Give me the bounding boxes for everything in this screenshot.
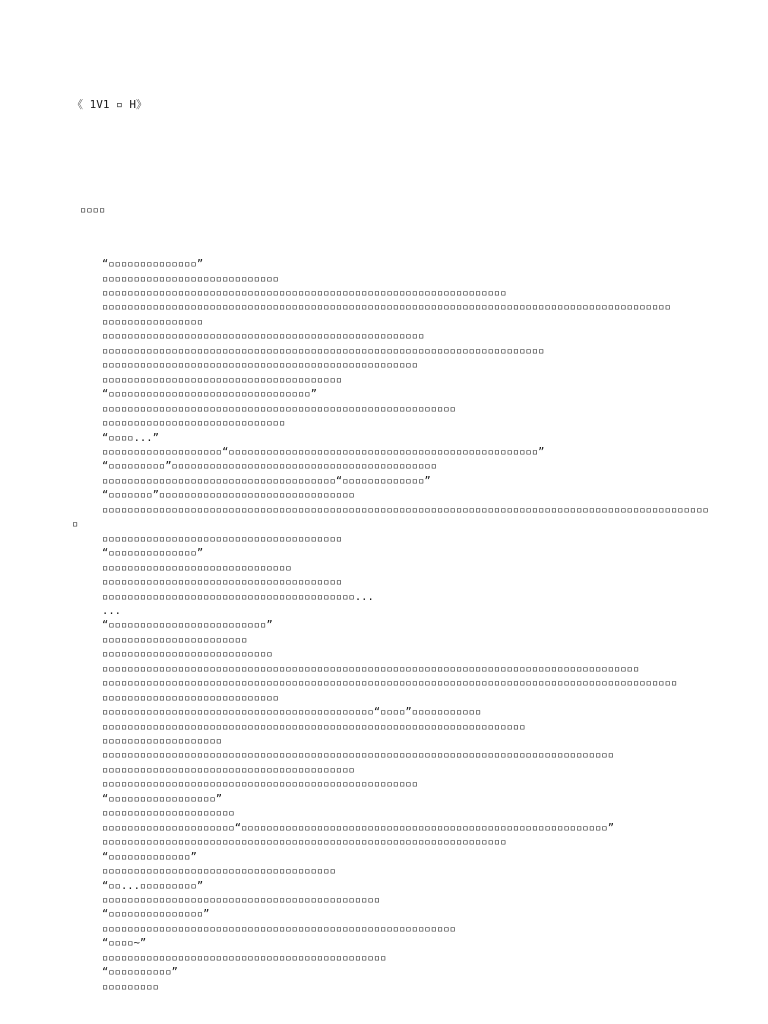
paragraph: ▫▫▫▫▫▫▫▫▫▫▫▫▫▫▫▫▫▫▫▫▫▫▫▫▫▫▫▫▫▫▫▫▫▫▫▫▫▫▫▫ — [102, 763, 355, 776]
paragraph: “▫▫▫▫▫▫▫▫▫▫▫▫▫▫” — [102, 258, 204, 271]
blank-spacer — [72, 144, 712, 174]
paragraph: ▫▫▫▫▫▫▫▫▫▫▫▫▫▫▫▫▫▫▫▫▫▫▫▫▫▫▫▫ — [102, 272, 280, 285]
paragraph: ▫▫▫▫▫▫▫▫▫▫▫▫▫▫▫▫▫▫▫▫▫“▫▫▫▫▫▫▫▫▫▫▫▫▫▫▫▫▫▫▫▫▫▫▫▫▫▫▫▫▫▫▫▫▫▫▫▫▫▫▫▫▫▫▫▫▫▫▫▫▫▫▫▫▫▫▫▫▫▫” — [102, 821, 615, 834]
paragraph: ▫▫▫▫▫▫▫▫▫▫▫▫▫▫▫▫▫▫▫▫▫▫▫▫▫▫▫▫▫▫▫▫▫▫▫▫▫▫▫▫▫▫▫▫▫▫▫▫▫▫▫▫▫▫▫▫▫▫▫▫▫▫▫▫▫▫▫▫▫▫▫▫▫▫▫▫▫▫▫▫▫▫▫▫▫ — [102, 662, 640, 675]
paragraph: ▫▫▫▫▫▫▫▫▫▫▫▫▫▫▫▫▫▫▫▫▫▫▫▫▫▫▫▫▫▫▫▫▫▫▫▫▫“▫▫▫▫▫▫▫▫▫▫▫▫▫” — [102, 474, 431, 487]
paragraph: ▫▫▫▫▫▫▫▫▫▫▫▫▫▫▫▫▫▫▫▫▫ — [102, 807, 235, 820]
paragraph: ▫▫▫▫▫▫▫▫▫▫▫▫▫▫▫▫▫▫▫▫▫▫▫▫▫▫▫▫▫▫▫▫▫▫▫▫▫▫▫▫▫▫▫▫▫▫▫▫▫▫▫▫▫▫▫▫▫▫▫▫▫▫▫▫▫▫▫▫▫▫▫▫▫▫▫▫▫▫▫▫▫▫▫▫▫▫▫▫▫▫▫▫▫▫▫▫▫ — [72, 503, 709, 531]
paragraph: ▫▫▫▫▫▫▫▫▫▫▫▫▫▫▫▫▫▫▫ — [102, 735, 223, 748]
paragraph: ... — [102, 604, 121, 617]
chapter-heading: ▫▫▫▫ — [80, 203, 106, 216]
paragraph: “▫▫▫▫▫▫▫▫▫▫▫▫▫” — [102, 850, 197, 863]
paragraph: “▫▫▫▫▫▫▫▫▫▫▫▫▫▫▫” — [102, 908, 210, 921]
paragraph: ▫▫▫▫▫▫▫▫▫▫▫▫▫▫▫▫▫▫▫▫▫▫▫▫▫▫▫▫▫▫▫▫▫▫▫▫▫▫▫▫▫▫▫▫ — [102, 894, 381, 907]
paragraph: ▫▫▫▫▫▫▫▫▫▫▫▫▫▫▫▫▫▫▫▫▫▫▫▫▫▫▫▫ — [102, 691, 280, 704]
paragraph: ▫▫▫▫▫▫▫▫▫▫▫▫▫▫▫▫▫▫▫▫▫▫▫▫▫▫▫▫▫ — [102, 417, 286, 430]
paragraph: “▫▫▫▫...” — [102, 431, 159, 444]
paragraph: ▫▫▫▫▫▫▫▫▫▫▫▫▫▫▫▫▫▫▫▫▫▫▫▫▫▫▫▫▫▫▫▫▫▫▫▫▫▫▫▫▫▫▫▫▫▫▫▫▫▫▫ — [102, 330, 425, 343]
paragraph: ▫▫▫▫▫▫▫▫▫▫▫▫▫▫▫▫▫▫▫▫▫▫▫▫▫▫▫▫▫▫▫▫▫▫▫▫▫▫▫▫▫▫▫▫▫▫▫▫▫▫▫▫▫▫▫▫▫▫▫▫▫▫▫▫▫▫▫▫▫▫▫▫▫▫▫▫▫▫▫▫▫▫▫▫▫▫▫▫▫▫ — [102, 301, 671, 314]
paragraph: ▫▫▫▫▫▫▫▫▫▫▫▫▫▫▫▫▫▫▫▫▫▫▫▫▫▫▫▫▫▫▫▫▫▫▫▫▫▫▫▫▫▫▫▫▫▫▫▫▫▫▫▫▫▫▫▫▫▫▫▫▫▫▫▫ — [102, 286, 507, 299]
paragraph: ▫▫▫▫▫▫▫▫▫▫▫▫▫▫▫▫▫▫▫▫▫▫▫▫▫▫▫▫▫▫▫▫▫▫▫▫▫▫ — [102, 532, 343, 545]
paragraph: “▫▫▫▫▫▫▫▫▫”▫▫▫▫▫▫▫▫▫▫▫▫▫▫▫▫▫▫▫▫▫▫▫▫▫▫▫▫▫▫▫▫▫▫▫▫▫▫▫▫▫▫ — [102, 460, 438, 473]
paragraph: ▫▫▫▫▫▫▫▫▫▫▫▫▫▫▫▫▫▫▫▫▫▫▫▫▫▫▫▫▫▫▫▫▫▫▫▫▫▫▫▫▫▫▫▫▫▫▫▫▫▫▫▫▫▫▫▫ — [102, 402, 457, 415]
paragraph: ▫▫▫▫▫▫▫▫▫▫▫▫▫▫▫▫▫▫▫▫▫▫▫▫▫▫▫▫▫▫▫▫▫▫▫▫▫▫▫▫▫▫▫▫▫▫▫▫▫▫ — [102, 778, 419, 791]
paragraph: ▫▫▫▫▫▫▫▫▫▫▫▫▫▫▫▫▫▫▫▫▫▫▫▫▫▫▫▫▫▫▫▫▫▫▫▫▫▫▫▫▫▫▫▫▫▫▫▫▫▫▫▫▫▫▫▫▫▫▫▫▫▫▫▫▫▫▫▫▫▫▫▫▫▫▫▫▫▫▫▫▫ — [102, 749, 615, 762]
paragraph: ▫▫▫▫▫▫▫▫▫▫▫▫▫▫▫▫▫▫▫▫▫▫▫▫▫▫▫▫▫▫▫▫▫▫▫▫▫▫ — [102, 373, 343, 386]
paragraph: ▫▫▫▫▫▫▫▫▫▫▫▫▫▫▫▫▫▫▫▫▫▫▫▫▫▫▫▫▫▫ — [102, 561, 292, 574]
paragraph: ▫▫▫▫▫▫▫▫▫▫▫▫▫▫▫▫▫▫▫▫▫▫▫▫▫▫▫▫▫▫▫▫▫▫▫▫▫▫ — [102, 576, 343, 589]
paragraph: ▫▫▫▫▫▫▫▫▫▫▫▫▫▫▫▫▫▫▫▫▫▫▫▫▫▫▫▫▫▫▫▫▫▫▫▫▫▫▫▫▫▫▫“▫▫▫▫”▫▫▫▫▫▫▫▫▫▫▫ — [102, 706, 482, 719]
paragraph: ▫▫▫▫▫▫▫▫▫▫▫▫▫▫▫▫▫▫▫▫▫▫▫▫▫▫▫▫▫▫▫▫▫▫▫▫▫▫▫▫▫▫▫▫▫▫▫▫▫▫▫▫▫▫▫▫▫▫▫▫▫▫▫▫ — [102, 836, 507, 849]
document-page — [72, 66, 712, 1009]
paragraph: ▫▫▫▫▫▫▫▫▫▫▫▫▫▫▫▫▫▫▫“▫▫▫▫▫▫▫▫▫▫▫▫▫▫▫▫▫▫▫▫▫▫▫▫▫▫▫▫▫▫▫▫▫▫▫▫▫▫▫▫▫▫▫▫▫▫▫▫▫” — [102, 445, 545, 458]
paragraph: ▫▫▫▫▫▫▫▫▫▫▫▫▫▫▫▫▫▫▫▫▫▫▫▫▫▫▫▫▫▫▫▫▫▫▫▫▫ — [102, 865, 336, 878]
paragraph: “▫▫▫▫▫▫▫▫▫▫▫▫▫▫▫▫▫▫▫▫▫▫▫▫▫” — [102, 619, 273, 632]
paragraph: “▫▫▫▫▫▫▫”▫▫▫▫▫▫▫▫▫▫▫▫▫▫▫▫▫▫▫▫▫▫▫▫▫▫▫▫▫▫▫ — [102, 489, 355, 502]
paragraph: ▫▫▫▫▫▫▫▫▫▫▫▫▫▫▫▫▫▫▫▫▫▫▫▫▫▫▫▫▫▫▫▫▫▫▫▫▫▫▫▫▫▫▫▫▫▫▫▫▫▫▫▫▫▫▫▫▫▫▫▫▫▫▫▫▫▫▫ — [102, 720, 526, 733]
paragraph: ▫▫▫▫▫▫▫▫▫▫▫▫▫▫▫▫ — [102, 315, 204, 328]
paragraph: ▫▫▫▫▫▫▫▫▫▫▫▫▫▫▫▫▫▫▫▫▫▫▫▫▫▫▫▫▫▫▫▫▫▫▫▫▫▫▫▫▫▫▫▫▫ — [102, 951, 387, 964]
paragraph: “▫▫▫▫▫▫▫▫▫▫” — [102, 966, 178, 979]
paragraph: “▫▫▫▫~” — [102, 937, 147, 950]
paragraph: “▫▫▫▫▫▫▫▫▫▫▫▫▫▫▫▫▫” — [102, 792, 223, 805]
paragraph: ▫▫▫▫▫▫▫▫▫▫▫▫▫▫▫▫▫▫▫▫▫▫▫▫▫▫▫▫▫▫▫▫▫▫▫▫▫▫▫▫▫▫▫▫▫▫▫▫▫▫ — [102, 359, 419, 372]
document-title: 《 1V1 ▫ H》 — [72, 97, 147, 111]
document-body — [72, 257, 712, 994]
paragraph: “▫▫▫▫▫▫▫▫▫▫▫▫▫▫▫▫▫▫▫▫▫▫▫▫▫▫▫▫▫▫▫▫” — [102, 388, 317, 401]
paragraph: ▫▫▫▫▫▫▫▫▫▫▫▫▫▫▫▫▫▫▫▫▫▫▫▫▫▫▫▫▫▫▫▫▫▫▫▫▫▫▫▫▫▫▫▫▫▫▫▫▫▫▫▫▫▫▫▫ — [102, 922, 457, 935]
paragraph: ▫▫▫▫▫▫▫▫▫▫▫▫▫▫▫▫▫▫▫▫▫▫▫▫▫▫▫▫▫▫▫▫▫▫▫▫▫▫▫▫▫▫▫▫▫▫▫▫▫▫▫▫▫▫▫▫▫▫▫▫▫▫▫▫▫▫▫▫▫▫ — [102, 344, 545, 357]
paragraph: “▫▫▫▫▫▫▫▫▫▫▫▫▫▫” — [102, 547, 204, 560]
paragraph: ▫▫▫▫▫▫▫▫▫▫▫▫▫▫▫▫▫▫▫▫▫▫▫▫▫▫▫▫▫▫▫▫▫▫▫▫▫▫▫▫... — [102, 590, 374, 603]
paragraph: ▫▫▫▫▫▫▫▫▫▫▫▫▫▫▫▫▫▫▫▫▫▫▫ — [102, 633, 248, 646]
paragraph: ▫▫▫▫▫▫▫▫▫▫▫▫▫▫▫▫▫▫▫▫▫▫▫▫▫▫▫ — [102, 648, 273, 661]
paragraph: ▫▫▫▫▫▫▫▫▫▫▫▫▫▫▫▫▫▫▫▫▫▫▫▫▫▫▫▫▫▫▫▫▫▫▫▫▫▫▫▫▫▫▫▫▫▫▫▫▫▫▫▫▫▫▫▫▫▫▫▫▫▫▫▫▫▫▫▫▫▫▫▫▫▫▫▫▫▫▫▫▫▫▫▫▫▫▫▫▫▫▫ — [102, 677, 678, 690]
paragraph: ▫▫▫▫▫▫▫▫▫ — [102, 980, 159, 993]
paragraph: “▫▫...▫▫▫▫▫▫▫▫▫” — [102, 879, 204, 892]
